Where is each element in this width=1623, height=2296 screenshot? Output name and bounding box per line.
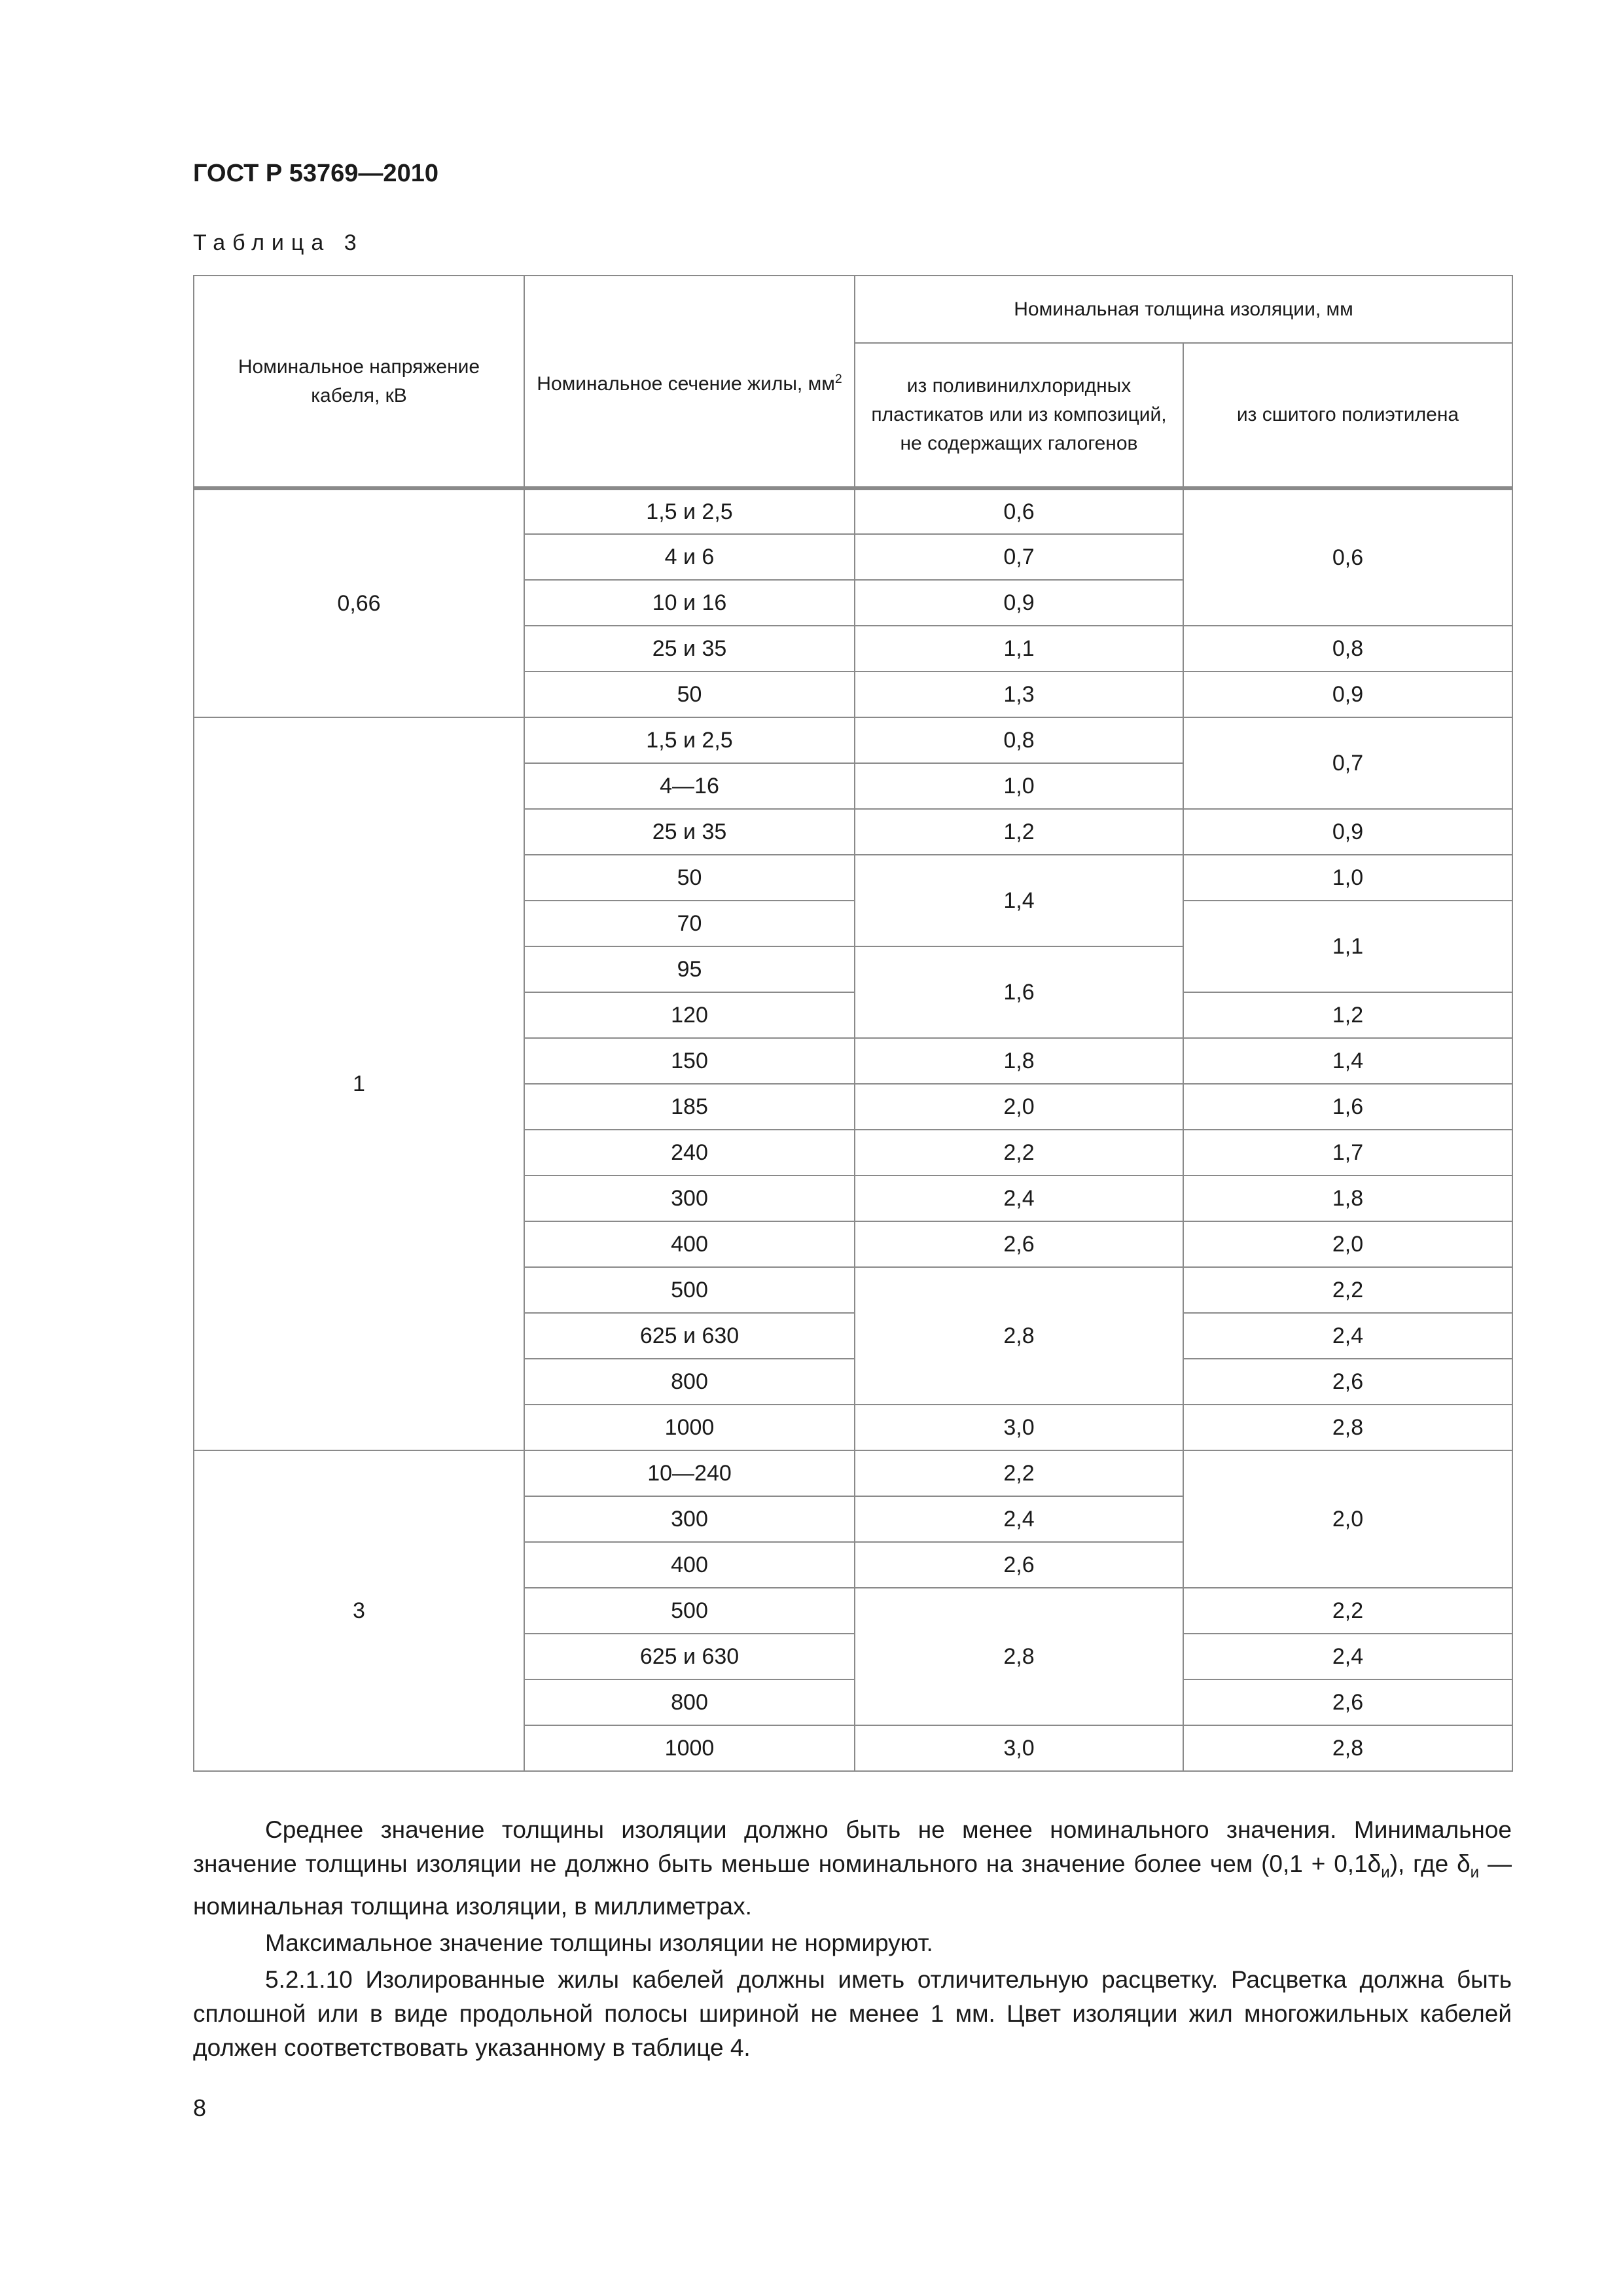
cell-pvc-thickness: 2,6 bbox=[855, 1221, 1183, 1267]
cell-section: 10—240 bbox=[524, 1450, 855, 1496]
cell-section: 10 и 16 bbox=[524, 580, 855, 626]
header-section bbox=[524, 276, 855, 488]
cell-section: 400 bbox=[524, 1542, 855, 1588]
paragraph-text: ), где δ bbox=[1389, 1850, 1471, 1877]
cell-xlpe-thickness: 2,6 bbox=[1183, 1359, 1512, 1405]
cell-section: 400 bbox=[524, 1221, 855, 1267]
cell-section: 1,5 и 2,5 bbox=[524, 488, 855, 534]
cell-pvc-thickness: 2,4 bbox=[855, 1175, 1183, 1221]
cell-xlpe-thickness: 1,1 bbox=[1183, 901, 1512, 992]
cell-pvc-thickness: 0,8 bbox=[855, 717, 1183, 763]
cell-xlpe-thickness: 1,2 bbox=[1183, 992, 1512, 1038]
cell-pvc-thickness: 2,0 bbox=[855, 1084, 1183, 1130]
cell-xlpe-thickness: 1,8 bbox=[1183, 1175, 1512, 1221]
page-number: 8 bbox=[193, 2094, 207, 2121]
cell-pvc-thickness: 1,4 bbox=[855, 855, 1183, 946]
cell-section: 95 bbox=[524, 946, 855, 992]
cell-pvc-thickness: 2,2 bbox=[855, 1130, 1183, 1175]
cell-pvc-thickness: 1,3 bbox=[855, 672, 1183, 717]
subscript: и bbox=[1381, 1863, 1390, 1882]
cell-section: 1,5 и 2,5 bbox=[524, 717, 855, 763]
cell-section: 4—16 bbox=[524, 763, 855, 809]
cell-section: 1000 bbox=[524, 1725, 855, 1771]
cell-pvc-thickness: 3,0 bbox=[855, 1725, 1183, 1771]
header-pvc: из поливинилхлоридных пластикатов или из композиций, не содержащих галогенов bbox=[855, 343, 1183, 488]
body-text bbox=[193, 1813, 1512, 2065]
table-row bbox=[194, 1450, 1512, 1496]
cell-xlpe-thickness: 1,7 bbox=[1183, 1130, 1512, 1175]
header-xlpe: из сшитого полиэтилена bbox=[1183, 343, 1512, 488]
cell-xlpe-thickness: 0,7 bbox=[1183, 717, 1512, 809]
cell-section: 50 bbox=[524, 672, 855, 717]
subscript: и bbox=[1470, 1863, 1480, 1882]
cell-xlpe-thickness: 2,8 bbox=[1183, 1405, 1512, 1450]
cell-section: 300 bbox=[524, 1496, 855, 1542]
cell-section: 185 bbox=[524, 1084, 855, 1130]
cell-section: 500 bbox=[524, 1588, 855, 1634]
paragraph-average-thickness bbox=[193, 1813, 1512, 1924]
cell-section: 25 и 35 bbox=[524, 809, 855, 855]
cell-section: 800 bbox=[524, 1359, 855, 1405]
cell-section: 800 bbox=[524, 1679, 855, 1725]
cell-section: 4 и 6 bbox=[524, 534, 855, 580]
cell-pvc-thickness: 0,6 bbox=[855, 488, 1183, 534]
cell-xlpe-thickness: 1,0 bbox=[1183, 855, 1512, 901]
cell-pvc-thickness: 0,9 bbox=[855, 580, 1183, 626]
header-section-superscript: 2 bbox=[834, 371, 842, 386]
cell-section: 120 bbox=[524, 992, 855, 1038]
header-section-text: Номинальное сечение жилы, мм bbox=[537, 372, 835, 395]
header-voltage: Номинальное напряжение кабеля, кВ bbox=[194, 276, 524, 488]
cell-xlpe-thickness: 0,9 bbox=[1183, 809, 1512, 855]
table-row bbox=[194, 717, 1512, 763]
cell-voltage: 3 bbox=[194, 1450, 524, 1771]
cell-pvc-thickness: 1,0 bbox=[855, 763, 1183, 809]
cell-pvc-thickness: 1,2 bbox=[855, 809, 1183, 855]
cell-xlpe-thickness: 1,6 bbox=[1183, 1084, 1512, 1130]
cell-xlpe-thickness: 2,2 bbox=[1183, 1588, 1512, 1634]
cell-pvc-thickness: 3,0 bbox=[855, 1405, 1183, 1450]
cell-section: 1000 bbox=[524, 1405, 855, 1450]
header-thickness-group: Номинальная толщина изоляции, мм bbox=[855, 276, 1512, 343]
cell-xlpe-thickness: 2,2 bbox=[1183, 1267, 1512, 1313]
table-row bbox=[194, 488, 1512, 534]
cell-section: 150 bbox=[524, 1038, 855, 1084]
cell-pvc-thickness: 2,8 bbox=[855, 1588, 1183, 1725]
cell-voltage: 1 bbox=[194, 717, 524, 1450]
cell-section: 240 bbox=[524, 1130, 855, 1175]
insulation-thickness-table bbox=[193, 275, 1513, 1772]
cell-pvc-thickness: 1,8 bbox=[855, 1038, 1183, 1084]
table-body bbox=[194, 488, 1512, 1771]
cell-xlpe-thickness: 0,6 bbox=[1183, 488, 1512, 626]
cell-pvc-thickness: 1,6 bbox=[855, 946, 1183, 1038]
cell-voltage: 0,66 bbox=[194, 488, 524, 717]
cell-pvc-thickness: 2,6 bbox=[855, 1542, 1183, 1588]
cell-section: 625 и 630 bbox=[524, 1634, 855, 1679]
cell-section: 500 bbox=[524, 1267, 855, 1313]
cell-xlpe-thickness: 2,0 bbox=[1183, 1221, 1512, 1267]
cell-xlpe-thickness: 2,6 bbox=[1183, 1679, 1512, 1725]
cell-section: 300 bbox=[524, 1175, 855, 1221]
cell-section: 625 и 630 bbox=[524, 1313, 855, 1359]
cell-pvc-thickness: 2,4 bbox=[855, 1496, 1183, 1542]
cell-section: 50 bbox=[524, 855, 855, 901]
cell-xlpe-thickness: 2,4 bbox=[1183, 1313, 1512, 1359]
table-caption: Таблица 3 bbox=[193, 230, 364, 255]
cell-section: 70 bbox=[524, 901, 855, 946]
paragraph-text: — номинальная толщина изоляции, в миллиметрах. bbox=[193, 1850, 1512, 1920]
cell-pvc-thickness: 0,7 bbox=[855, 534, 1183, 580]
cell-pvc-thickness: 2,2 bbox=[855, 1450, 1183, 1496]
cell-section: 25 и 35 bbox=[524, 626, 855, 672]
document-header: ГОСТ Р 53769—2010 bbox=[193, 160, 438, 187]
cell-xlpe-thickness: 2,8 bbox=[1183, 1725, 1512, 1771]
cell-xlpe-thickness: 2,4 bbox=[1183, 1634, 1512, 1679]
paragraph-5-2-1-10: 5.2.1.10 Изолированные жилы кабелей должны иметь отличительную расцветку. Расцветка должна быть сплошной или в виде продольной полосы шириной не менее 1 мм. Цвет изоляции жил многожильных кабелей должен соответствовать указанному в таблице 4. bbox=[193, 1966, 1512, 2062]
cell-xlpe-thickness: 0,8 bbox=[1183, 626, 1512, 672]
paragraph-max-thickness: Максимальное значение толщины изоляции не нормируют. bbox=[265, 1929, 933, 1957]
cell-xlpe-thickness: 1,4 bbox=[1183, 1038, 1512, 1084]
cell-xlpe-thickness: 2,0 bbox=[1183, 1450, 1512, 1588]
cell-xlpe-thickness: 0,9 bbox=[1183, 672, 1512, 717]
cell-pvc-thickness: 1,1 bbox=[855, 626, 1183, 672]
cell-pvc-thickness: 2,8 bbox=[855, 1267, 1183, 1405]
paragraph-text: Среднее значение толщины изоляции должно быть не менее номинального значения. Минимальное значение толщины изоляции не должно быть меньше номинального на значение более чем (0,1 + 0,1δ bbox=[193, 1816, 1512, 1877]
